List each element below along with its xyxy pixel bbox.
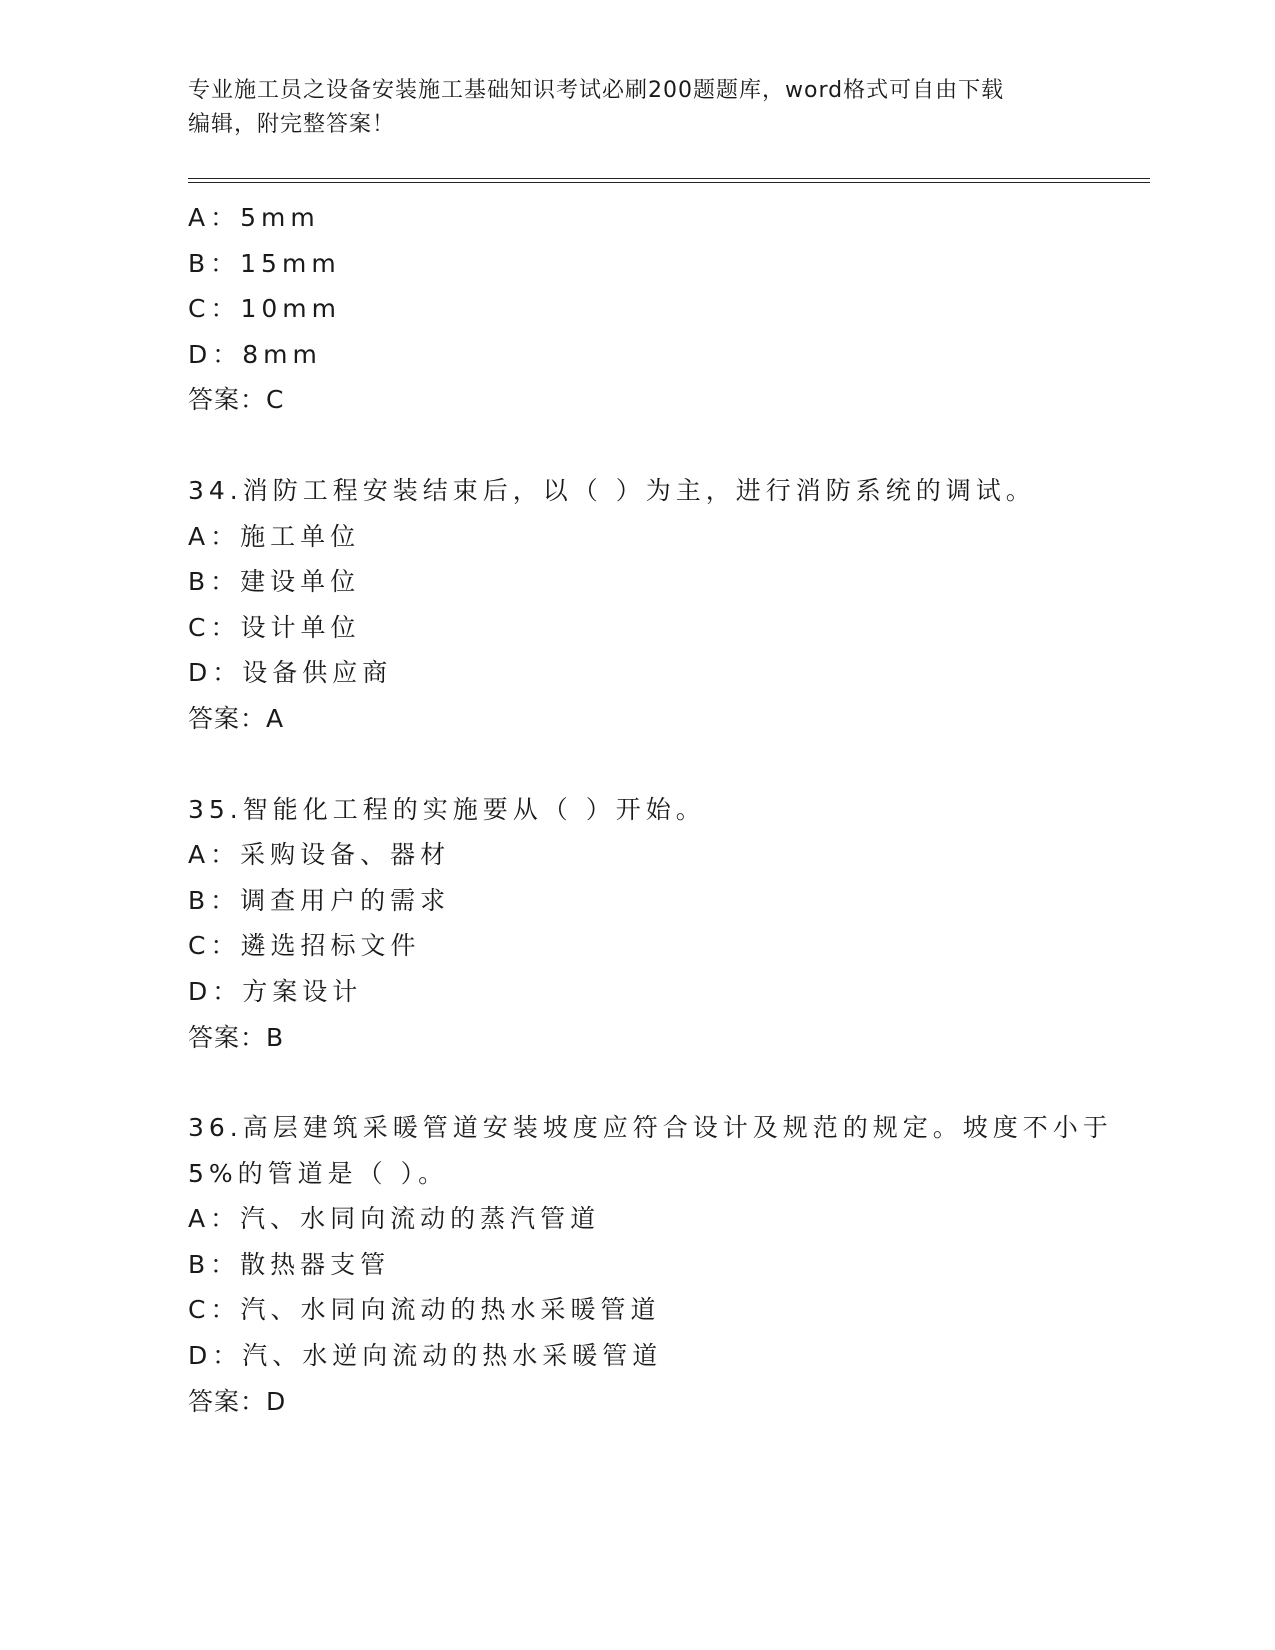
question-stem: 34.消防工程安装结束后，以（ ）为主，进行消防系统的调试。 — [188, 475, 1036, 505]
question-36 — [188, 1105, 1148, 1424]
answer-line: 答案：C — [188, 385, 285, 415]
option-a: A：施工单位 — [188, 521, 361, 551]
option-a: A：汽、水同向流动的蒸汽管道 — [188, 1204, 601, 1234]
question-35 — [188, 787, 1148, 1061]
header-title-line-2: 编辑，附完整答案！ — [188, 112, 396, 137]
answer-line: 答案：D — [188, 1386, 287, 1416]
option-d: D：8mm — [188, 339, 322, 369]
option-c: C：遴选招标文件 — [188, 931, 421, 961]
answer-line: 答案：A — [188, 703, 285, 733]
question-stem-line-2: 5%的管道是（ ）。 — [188, 1158, 449, 1188]
question-stem: 35.智能化工程的实施要从（ ）开始。 — [188, 794, 706, 824]
option-b: B：15mm — [188, 248, 341, 278]
option-c: C：汽、水同向流动的热水采暖管道 — [188, 1295, 661, 1325]
header-divider-top — [188, 178, 1150, 179]
option-a: A：5mm — [188, 203, 320, 232]
option-a: A：采购设备、器材 — [188, 840, 451, 870]
option-b: B：散热器支管 — [188, 1249, 391, 1279]
option-b: B：调查用户的需求 — [188, 885, 451, 915]
option-d: D：汽、水逆向流动的热水采暖管道 — [188, 1341, 663, 1371]
option-b: B：建设单位 — [188, 567, 361, 597]
option-d: D：方案设计 — [188, 976, 363, 1006]
question-stem-line-1: 36.高层建筑采暖管道安装坡度应符合设计及规范的规定。坡度不小于 — [188, 1113, 1113, 1143]
question-34 — [188, 468, 1148, 742]
option-c: C：10mm — [188, 294, 341, 324]
question-33 — [188, 195, 1148, 423]
answer-line: 答案：B — [188, 1022, 285, 1052]
document-header — [188, 74, 1088, 142]
option-d: D：设备供应商 — [188, 658, 393, 688]
header-title-line-1: 专业施工员之设备安装施工基础知识考试必刷200题题库，word格式可自由下载 — [188, 78, 1005, 103]
question-list — [188, 195, 1148, 1469]
header-divider-bottom — [188, 182, 1150, 183]
option-c: C：设计单位 — [188, 612, 361, 642]
